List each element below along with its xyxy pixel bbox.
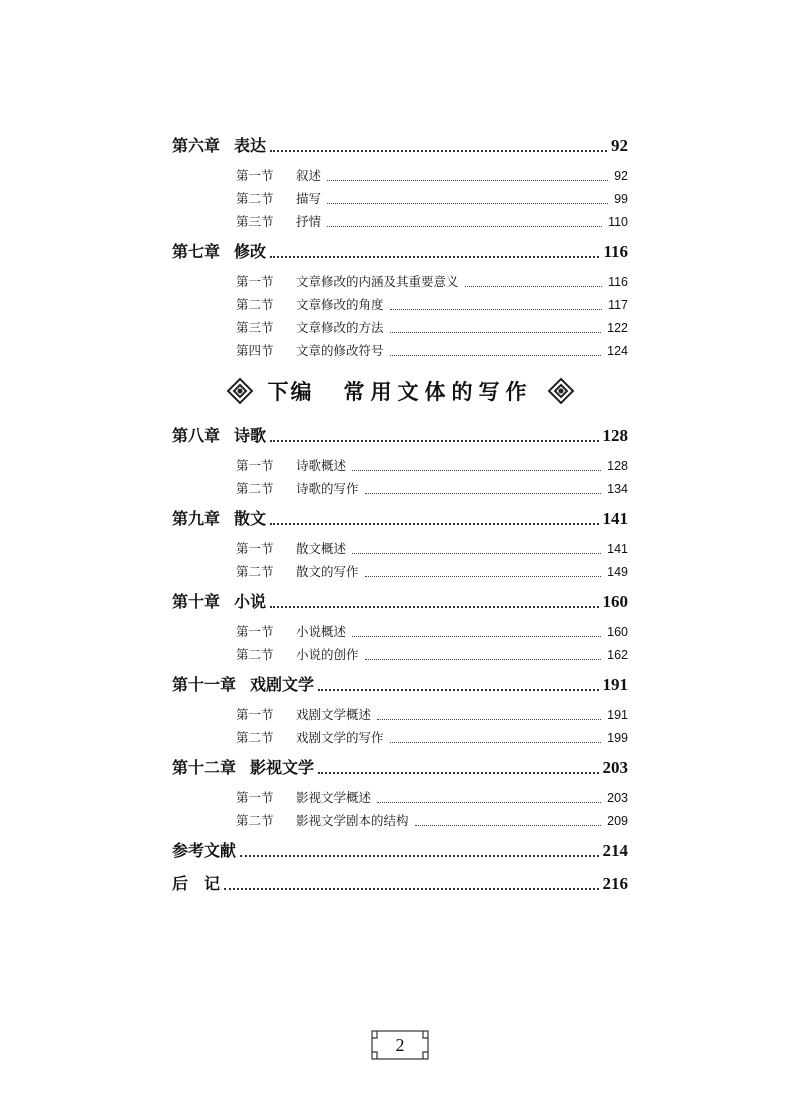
leader-dots [390, 309, 603, 310]
ornament-right-icon [547, 377, 575, 405]
toc-lower [172, 423, 628, 904]
leader-dots [365, 659, 602, 660]
section-list [236, 539, 628, 585]
section-entry[interactable] [236, 189, 628, 212]
toc-upper [172, 133, 628, 368]
chapter-number: 参考文献 [172, 841, 237, 860]
section-title: 文章修改的内涵及其重要意义 [296, 274, 459, 289]
section-number: 第一节 [236, 790, 274, 805]
chapter-title: 小说 [234, 592, 267, 611]
section-entry[interactable] [236, 562, 628, 585]
leader-dots [318, 689, 598, 691]
chapter-title: 诗歌 [234, 426, 267, 445]
leader-dots [318, 772, 598, 774]
chapter-entry[interactable] [172, 239, 628, 265]
chapter-page: 128 [602, 426, 628, 445]
section-entry[interactable] [236, 166, 628, 189]
section-number: 第一节 [236, 274, 274, 289]
section-title: 文章修改的方法 [296, 320, 384, 335]
leader-dots [377, 802, 601, 803]
section-number: 第一节 [236, 624, 274, 639]
section-number: 第一节 [236, 541, 274, 556]
chapter-page: 141 [602, 509, 628, 528]
section-page: 149 [607, 565, 628, 579]
section-title: 诗歌的写作 [296, 481, 359, 496]
section-list [236, 788, 628, 834]
part-title: 常用文体的写作 [343, 380, 533, 404]
section-entry[interactable] [236, 811, 628, 834]
leader-dots [224, 888, 598, 890]
section-page: 117 [608, 298, 628, 312]
section-list [236, 456, 628, 502]
leader-dots [390, 742, 602, 743]
section-page: 160 [607, 625, 628, 639]
section-list [236, 272, 628, 364]
page-number-frame [371, 1030, 429, 1060]
section-list [236, 705, 628, 751]
section-page: 209 [607, 814, 628, 828]
chapter-entry[interactable] [172, 871, 628, 897]
chapter-number: 第七章 [172, 242, 221, 261]
section-title: 戏剧文学概述 [296, 707, 372, 722]
chapter-number: 后 记 [172, 874, 221, 893]
leader-dots [327, 226, 602, 227]
leader-dots [415, 825, 602, 826]
section-number: 第二节 [236, 481, 274, 496]
section-number: 第二节 [236, 191, 274, 206]
chapter-number: 第八章 [172, 426, 221, 445]
chapter-page: 216 [602, 874, 628, 893]
section-entry[interactable] [236, 272, 628, 295]
chapter-entry[interactable] [172, 589, 628, 615]
chapter-title: 影视文学 [250, 758, 315, 777]
leader-dots [270, 150, 607, 152]
section-number: 第一节 [236, 707, 274, 722]
section-entry[interactable] [236, 645, 628, 668]
chapter-page: 92 [611, 136, 628, 155]
leader-dots [327, 203, 608, 204]
chapter-page: 203 [602, 758, 628, 777]
section-number: 第二节 [236, 730, 274, 745]
section-entry[interactable] [236, 539, 628, 562]
section-page: 92 [614, 169, 628, 183]
section-entry[interactable] [236, 728, 628, 751]
part-number: 下编 [267, 380, 314, 404]
section-title: 描写 [296, 191, 322, 206]
chapter-number: 第十章 [172, 592, 221, 611]
section-page: 124 [607, 344, 628, 358]
leader-dots [270, 440, 598, 442]
chapter-number: 第六章 [172, 136, 221, 155]
chapter-title: 戏剧文学 [250, 675, 315, 694]
leader-dots [465, 286, 603, 287]
section-entry[interactable] [236, 212, 628, 235]
leader-dots [390, 332, 602, 333]
leader-dots [365, 576, 602, 577]
leader-dots [240, 855, 598, 857]
section-number: 第三节 [236, 214, 274, 229]
section-title: 小说的创作 [296, 647, 359, 662]
chapter-page: 191 [602, 675, 628, 694]
section-title: 诗歌概述 [296, 458, 347, 473]
section-page: 162 [607, 648, 628, 662]
section-entry[interactable] [236, 318, 628, 341]
section-page: 99 [614, 192, 628, 206]
section-title: 抒情 [296, 214, 322, 229]
leader-dots [270, 606, 598, 608]
section-number: 第二节 [236, 297, 274, 312]
section-list [236, 622, 628, 668]
chapter-page: 116 [603, 242, 628, 261]
leader-dots [327, 180, 608, 181]
leader-dots [352, 553, 601, 554]
leader-dots [270, 523, 598, 525]
chapter-title: 修改 [234, 242, 267, 261]
chapter-entry[interactable] [172, 506, 628, 532]
leader-dots [352, 636, 601, 637]
section-number: 第一节 [236, 458, 274, 473]
section-title: 散文的写作 [296, 564, 359, 579]
section-page: 116 [608, 275, 628, 289]
section-entry[interactable] [236, 479, 628, 502]
section-list [236, 166, 628, 235]
chapter-entry[interactable] [172, 133, 628, 159]
leader-dots [377, 719, 601, 720]
section-number: 第二节 [236, 813, 274, 828]
section-number: 第二节 [236, 564, 274, 579]
section-entry[interactable] [236, 788, 628, 811]
ornament-left-icon [226, 377, 254, 405]
leader-dots [365, 493, 602, 494]
section-page: 203 [607, 791, 628, 805]
page-number: 2 [395, 1034, 405, 1055]
section-entry[interactable] [236, 456, 628, 479]
section-title: 戏剧文学的写作 [296, 730, 384, 745]
section-page: 134 [607, 482, 628, 496]
section-entry[interactable] [236, 622, 628, 645]
leader-dots [270, 256, 599, 258]
section-number: 第三节 [236, 320, 274, 335]
chapter-title: 散文 [234, 509, 267, 528]
section-entry[interactable] [236, 705, 628, 728]
section-number: 第一节 [236, 168, 274, 183]
section-page: 141 [607, 542, 628, 556]
chapter-entry[interactable] [172, 423, 628, 449]
section-entry[interactable] [236, 295, 628, 318]
chapter-entry[interactable] [172, 755, 628, 781]
section-title: 文章修改的角度 [296, 297, 384, 312]
chapter-page: 160 [602, 592, 628, 611]
chapter-number: 第十一章 [172, 675, 237, 694]
section-entry[interactable] [236, 341, 628, 364]
chapter-entry[interactable] [172, 838, 628, 864]
leader-dots [352, 470, 601, 471]
section-page: 199 [607, 731, 628, 745]
section-number: 第四节 [236, 343, 274, 358]
section-page: 122 [607, 321, 628, 335]
chapter-entry[interactable] [172, 672, 628, 698]
chapter-number: 第九章 [172, 509, 221, 528]
section-title: 小说概述 [296, 624, 347, 639]
chapter-number: 第十二章 [172, 758, 237, 777]
section-page: 128 [607, 459, 628, 473]
section-number: 第二节 [236, 647, 274, 662]
part-heading [0, 376, 800, 406]
section-title: 影视文学概述 [296, 790, 372, 805]
section-page: 191 [607, 708, 628, 722]
section-title: 散文概述 [296, 541, 347, 556]
section-page: 110 [608, 215, 628, 229]
leader-dots [390, 355, 602, 356]
section-title: 文章的修改符号 [296, 343, 384, 358]
chapter-title: 表达 [234, 136, 267, 155]
chapter-page: 214 [602, 841, 628, 860]
section-title: 影视文学剧本的结构 [296, 813, 409, 828]
section-title: 叙述 [296, 168, 322, 183]
